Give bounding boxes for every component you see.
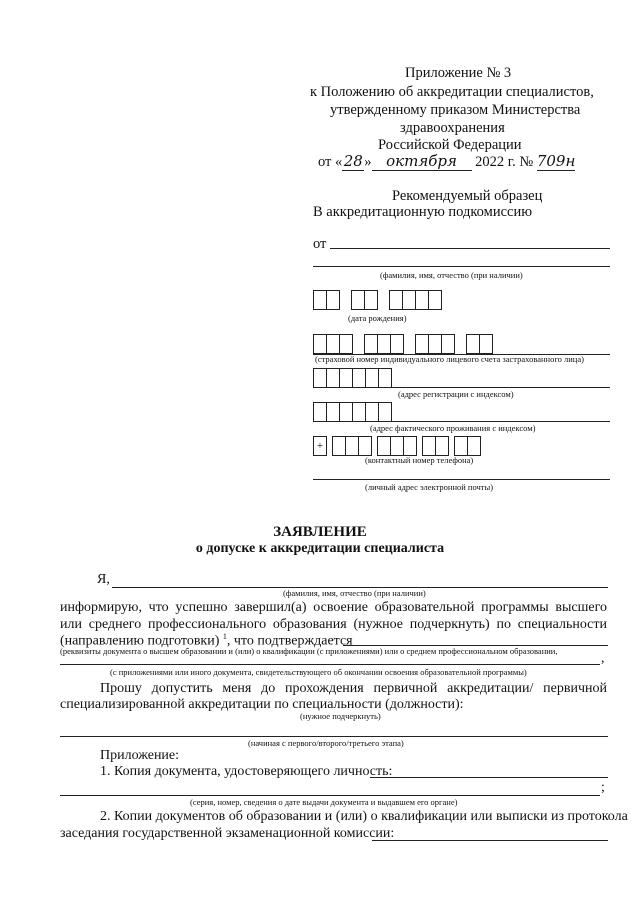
addressee: В аккредитационную подкомиссию: [313, 204, 533, 220]
series-caption: (серия, номер, сведения о дате выдачи документа и выдавшем его органе): [190, 797, 458, 807]
date-year: 2022 г. №: [475, 154, 534, 170]
fio-line[interactable]: [313, 266, 610, 267]
order-date: [318, 152, 575, 171]
reg-address-caption: (адрес регистрации с индексом): [398, 389, 514, 399]
footnote-ref: 1: [222, 632, 227, 641]
id-doc-line[interactable]: [370, 777, 608, 778]
i-prefix: Я,: [97, 572, 110, 587]
p1-line-1: информирую, что успешно завершил(а) освоение образовательной программы высшего: [60, 600, 607, 615]
applicant-fio-caption: (фамилия, имя, отчество (при наличии): [283, 588, 426, 598]
appendix-item-1: 1. Копия документа, удостоверяющего личность:: [100, 764, 393, 779]
statement-title: ЗАЯВЛЕНИЕ: [273, 524, 367, 540]
p2-line-1: Прошу допустить меня до прохождения первичной аккредитации/ первичной: [100, 681, 607, 696]
date-day: 28: [343, 152, 363, 170]
req-line[interactable]: [60, 664, 600, 665]
appendix-label: Приложение:: [100, 748, 180, 763]
date-prefix: от «: [318, 154, 343, 170]
snils-caption: (страховой номер индивидуального лицевого счета застрахованного лица): [315, 354, 584, 364]
reg-index-boxes[interactable]: [313, 368, 391, 388]
p1-line-3b: , что подтверждается: [226, 633, 353, 649]
date-sep: »: [364, 154, 372, 170]
fact-address-line[interactable]: [313, 421, 610, 422]
from-label: от: [313, 236, 327, 252]
fact-address-caption: (адрес фактического проживания с индексом): [370, 423, 536, 433]
appendix-number: Приложение № 3: [405, 65, 512, 81]
birth-date-caption: (дата рождения): [348, 313, 407, 323]
phone-plus: +: [313, 436, 327, 456]
appendix-item-2-line-2: заседания государственной экзаменационной комиссии:: [60, 826, 395, 841]
req-comma: ,: [601, 651, 605, 666]
attach-caption: (с приложениями или иного документа, свидетельствующего об окончании освоения образовательной программы): [110, 667, 527, 677]
phone-boxes[interactable]: [313, 436, 480, 456]
header-line-5: Российской Федерации: [378, 137, 522, 153]
from-line[interactable]: [330, 248, 610, 249]
birth-date-boxes[interactable]: [313, 290, 441, 310]
date-month: октября: [372, 152, 472, 171]
phone-caption: (контактный номер телефона): [365, 455, 474, 465]
p1-line-3a: (направлению подготовки): [60, 633, 220, 649]
header-line-3: утвержденному приказом Министерства: [330, 102, 581, 118]
header-line-2: к Положению об аккредитации специалистов,: [310, 84, 594, 100]
order-number: 709н: [536, 152, 576, 170]
specialty-line[interactable]: [60, 736, 608, 737]
req-caption: (реквизиты документа о высшем образовании и (или) о квалификации (с приложениями) или о среднем профессиональном образовании,: [60, 646, 558, 656]
appendix-item-2-line-1: 2. Копии документов об образовании и (или) о квалификации или выписки из протокола: [100, 809, 628, 824]
email-caption: (личный адрес электронной почты): [365, 482, 494, 492]
header-line-4: здравоохранения: [400, 120, 505, 136]
need-caption: (нужное подчеркнуть): [300, 711, 381, 721]
p2-line-2: специализированной аккредитации по специальности (должности):: [60, 697, 464, 712]
recommended-sample: Рекомендуемый образец: [392, 188, 543, 204]
fio-caption: (фамилия, имя, отчество (при наличии): [380, 270, 523, 280]
snils-boxes[interactable]: [313, 334, 492, 354]
email-line[interactable]: [313, 479, 610, 480]
statement-subtitle: о допуске к аккредитации специалиста: [195, 541, 445, 556]
reg-address-line[interactable]: [313, 387, 610, 388]
p1-line-2: или среднего профессионального образования (нужное подчеркнуть) по специальности: [60, 617, 607, 632]
fact-index-boxes[interactable]: [313, 402, 391, 422]
stage-caption: (начиная с первого/второго/третьего этапа): [248, 738, 404, 748]
id-doc-line-2[interactable]: [60, 795, 600, 796]
edu-doc-line[interactable]: [372, 840, 608, 841]
id-doc-semicolon: ;: [601, 780, 605, 795]
